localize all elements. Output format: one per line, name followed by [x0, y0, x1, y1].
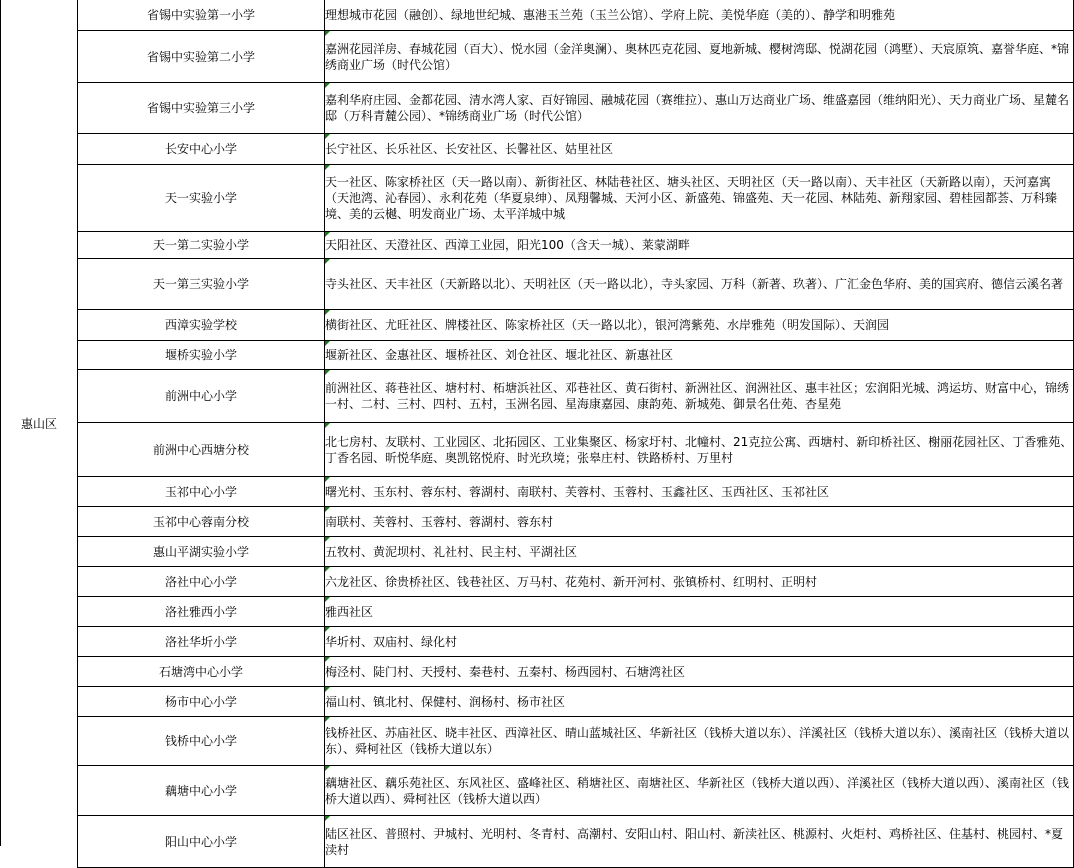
table-row	[78, 816, 1074, 868]
catchment-area-cell[interactable]: 曙光村、玉东村、蓉东村、蓉湖村、南联村、芙蓉村、玉蓉村、玉鑫社区、玉西社区、玉祁社区	[325, 477, 1074, 507]
catchment-area-cell[interactable]: 南联村、芙蓉村、玉蓉村、蓉湖村、蓉东村	[325, 507, 1074, 537]
catchment-area-cell[interactable]: 五牧村、黄泥坝村、礼社村、民主村、平湖社区	[325, 537, 1074, 567]
table-row	[78, 370, 1074, 423]
table-row	[78, 657, 1074, 687]
school-name-cell[interactable]: 洛社雅西小学	[78, 597, 325, 627]
school-name-cell[interactable]: 石塘湾中心小学	[78, 657, 325, 687]
catchment-area-cell[interactable]: 福山村、镇北村、保健村、润杨村、杨市社区	[325, 687, 1074, 717]
school-name-cell[interactable]: 省锡中实验第三小学	[78, 83, 325, 134]
table-row	[78, 766, 1074, 816]
catchment-area-cell[interactable]: 嘉利华府庄园、金都花园、清水湾人家、百好锦园、融城花园（赛维拉）、惠山万达商业广场、维盛嘉园（维纳阳光）、天力商业广场、星麓名邸（万科青麓公园）、*锦绣商业广场（时代公馆）	[325, 83, 1074, 134]
table-row	[78, 423, 1074, 477]
catchment-area-cell[interactable]: 梅泾村、陡门村、天授村、秦巷村、五秦村、杨西园村、石塘湾社区	[325, 657, 1074, 687]
school-name-cell[interactable]: 长安中心小学	[78, 134, 325, 165]
school-name-cell[interactable]: 天一实验小学	[78, 165, 325, 232]
table-row	[78, 31, 1074, 83]
school-name-cell[interactable]: 阳山中心小学	[78, 816, 325, 868]
school-name-cell[interactable]: 西漳实验学校	[78, 310, 325, 341]
catchment-area-cell[interactable]: 陆区社区、普照村、尹城村、光明村、冬青村、高潮村、安阳山村、阳山村、新渎社区、桃源村、火炬村、鸡桥社区、住基村、桃园村、*夏渎村	[325, 816, 1074, 868]
table-row	[78, 83, 1074, 134]
catchment-area-cell[interactable]: 北七房村、友联村、工业园区、北拓园区、工业集聚区、杨家圩村、北幢村、21克拉公寓、西塘村、新印桥社区、榭丽花园社区、丁香雅苑、丁香名园、昕悦华庭、奥凯铭悦府、时光玖境；张皋庄村、铁路桥村、万里村	[325, 423, 1074, 477]
catchment-area-cell[interactable]: 理想城市花园（融创）、绿地世纪城、惠港玉兰苑（玉兰公馆）、学府上院、美悦华庭（美的）、静学和明雅苑	[325, 0, 1074, 31]
school-name-cell[interactable]: 玉祁中心蓉南分校	[78, 507, 325, 537]
school-name-cell[interactable]: 洛社华圻小学	[78, 627, 325, 657]
table-row	[78, 232, 1074, 259]
table-row	[78, 507, 1074, 537]
district-cell[interactable]: 惠山区	[20, 416, 57, 431]
catchment-area-cell[interactable]: 横街社区、尤旺社区、牌楼社区、陈家桥社区（天一路以北），银河湾紫苑、水岸雅苑（明发国际）、天润园	[325, 310, 1074, 341]
catchment-area-cell[interactable]: 寺头社区、天丰社区（天新路以北）、天明社区（天一路以北），寺头家园、万科（新著、玖著）、广汇金色华府、美的国宾府、德信云溪名著	[325, 259, 1074, 310]
school-name-cell[interactable]: 杨市中心小学	[78, 687, 325, 717]
school-name-cell[interactable]: 天一第三实验小学	[78, 259, 325, 310]
school-name-cell[interactable]: 省锡中实验第二小学	[78, 31, 325, 83]
catchment-area-cell[interactable]: 前洲社区、蒋巷社区、塘村村、柘塘浜社区、邓巷社区、黄石街村、新洲社区、润洲社区、惠丰社区；宏润阳光城、鸿运坊、财富中心，锦绣一村、二村、三村、四村、五村，玉洲名园、星海康嘉园、康韵苑、新城苑、御景名仕苑、杏星苑	[325, 370, 1074, 423]
school-name-cell[interactable]: 前洲中心西塘分校	[78, 423, 325, 477]
catchment-area-cell[interactable]: 长宁社区、长乐社区、长安社区、长馨社区、姑里社区	[325, 134, 1074, 165]
table-row	[78, 341, 1074, 370]
catchment-area-cell[interactable]: 天阳社区、天澄社区、西漳工业园，阳光100（含天一城）、莱蒙湖畔	[325, 232, 1074, 259]
catchment-area-cell[interactable]: 嘉洲花园洋房、春城花园（百大）、悦水园（金洋奥澜）、奥林匹克花园、夏地新城、樱树湾邸、悦湖花园（鸿墅）、天宸原筑、嘉誉华庭、*锦绣商业广场（时代公馆）	[325, 31, 1074, 83]
table-row	[78, 477, 1074, 507]
table-row	[78, 310, 1074, 341]
school-name-cell[interactable]: 省锡中实验第一小学	[78, 0, 325, 31]
catchment-area-cell[interactable]: 六龙社区、徐贵桥社区、钱巷社区、万马村、花苑村、新开河村、张镇桥村、红明村、正明村	[325, 567, 1074, 597]
catchment-area-cell[interactable]: 钱桥社区、苏庙社区、晓丰社区、西漳社区、晴山蓝城社区、华新社区（钱桥大道以东）、洋溪社区（钱桥大道以东）、溪南社区（钱桥大道以东）、舜柯社区（钱桥大道以东）	[325, 717, 1074, 766]
table-row	[78, 687, 1074, 717]
table-row	[78, 537, 1074, 567]
catchment-area-cell[interactable]: 天一社区、陈家桥社区（天一路以南）、新街社区、林陆巷社区、塘头社区、天明社区（天一路以南）、天丰社区（天新路以南），天河嘉寓（天池湾、沁春园）、永利花苑（华夏泉绅）、凤翔馨城、天河小区、新盛苑、锦盛苑、天一花园、林陆苑、新翔家园、碧桂园都荟、万科臻境、美的云樾、明发商业广场、太平洋城中城	[325, 165, 1074, 232]
catchment-area-cell[interactable]: 雅西社区	[325, 597, 1074, 627]
table-row	[78, 259, 1074, 310]
school-district-table	[77, 0, 1074, 868]
school-name-cell[interactable]: 玉祁中心小学	[78, 477, 325, 507]
school-name-cell[interactable]: 洛社中心小学	[78, 567, 325, 597]
table-row	[78, 134, 1074, 165]
table-row	[78, 567, 1074, 597]
school-name-cell[interactable]: 前洲中心小学	[78, 370, 325, 423]
school-name-cell[interactable]: 天一第二实验小学	[78, 232, 325, 259]
catchment-area-cell[interactable]: 藕塘社区、藕乐苑社区、东风社区、盛峰社区、稍塘社区、南塘社区、华新社区（钱桥大道以西）、洋溪社区（钱桥大道以西）、溪南社区（钱桥大道以西）、舜柯社区（钱桥大道以西）	[325, 766, 1074, 816]
table-row	[78, 165, 1074, 232]
school-name-cell[interactable]: 堰桥实验小学	[78, 341, 325, 370]
school-name-cell[interactable]: 藕塘中心小学	[78, 766, 325, 816]
table-row	[78, 627, 1074, 657]
catchment-area-cell[interactable]: 华圻村、双庙村、绿化村	[325, 627, 1074, 657]
table-row	[78, 597, 1074, 627]
school-name-cell[interactable]: 惠山平湖实验小学	[78, 537, 325, 567]
school-name-cell[interactable]: 钱桥中心小学	[78, 717, 325, 766]
catchment-area-cell[interactable]: 堰新社区、金惠社区、堰桥社区、刘仓社区、堰北社区、新惠社区	[325, 341, 1074, 370]
table-row	[78, 0, 1074, 31]
table-row	[78, 717, 1074, 766]
